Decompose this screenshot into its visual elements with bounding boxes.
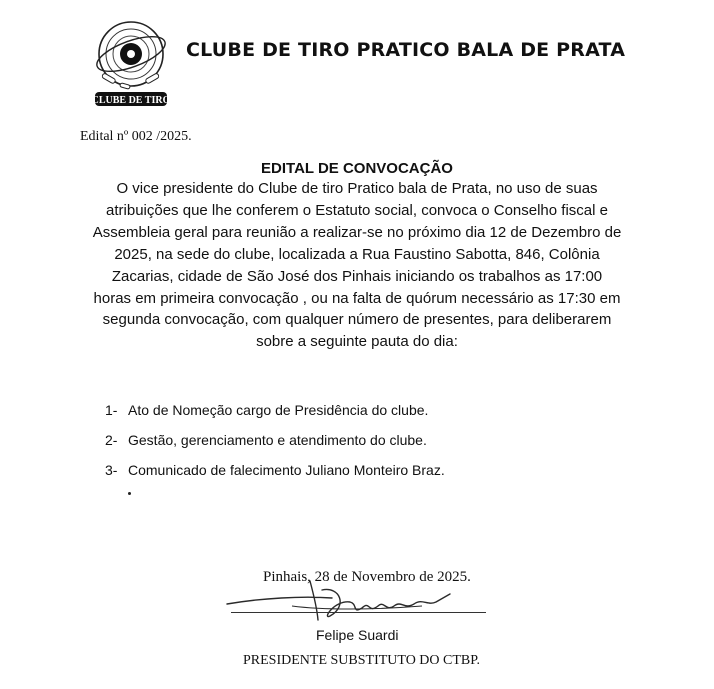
agenda-item-number: 3- bbox=[105, 462, 118, 478]
logo-banner-text: CLUBE DE TIRO bbox=[91, 95, 171, 106]
agenda-item-text: Ato de Nomeção cargo de Presidência do clube. bbox=[128, 402, 429, 418]
club-name: CLUBE DE TIRO PRATICO BALA DE PRATA bbox=[186, 39, 626, 61]
place-date: Pinhais, 28 de Novembro de 2025. bbox=[263, 569, 471, 585]
agenda-item bbox=[105, 402, 428, 418]
signer-name: Felipe Suardi bbox=[316, 627, 399, 643]
body-line: sobre a seguinte pauta do dia: bbox=[256, 333, 458, 350]
body-line: segunda convocação, com qualquer número de presentes, para deliberarem bbox=[102, 311, 612, 328]
body-line: Zacarias, cidade de São José dos Pinhais iniciando os trabalhos as 17:00 bbox=[111, 268, 603, 285]
body-line: Assembleia geral para reunião a realizar-se no próximo dia 12 de Dezembro de bbox=[92, 224, 622, 241]
stray-dot bbox=[128, 492, 131, 495]
signer-role: PRESIDENTE SUBSTITUTO DO CTBP. bbox=[243, 653, 480, 668]
agenda-item-text: Gestão, gerenciamento e atendimento do clube. bbox=[128, 432, 427, 448]
edital-number: Edital nº 002 /2025. bbox=[80, 129, 192, 144]
agenda-item-number: 2- bbox=[105, 432, 118, 448]
body-line: 2025, na sede do clube, localizada a Rua Faustino Sabotta, 846, Colônia bbox=[114, 246, 600, 263]
agenda-item-text: Comunicado de falecimento Juliano Monteiro Braz. bbox=[128, 462, 445, 478]
body-line: atribuições que lhe conferem o Estatuto social, convoca o Conselho fiscal e bbox=[106, 202, 608, 219]
signature-line bbox=[231, 612, 486, 613]
agenda-item-number: 1- bbox=[105, 402, 118, 418]
handwritten-signature bbox=[222, 576, 462, 622]
body-line: horas em primeira convocação , ou na falta de quórum necessário as 17:30 em bbox=[93, 290, 621, 307]
body-line: O vice presidente do Clube de tiro Pratico bala de Prata, no uso de suas bbox=[116, 180, 598, 197]
agenda-item bbox=[105, 432, 427, 448]
agenda-item bbox=[105, 462, 445, 478]
document-heading: EDITAL DE CONVOCAÇÃO bbox=[261, 160, 453, 177]
club-logo bbox=[90, 14, 172, 108]
